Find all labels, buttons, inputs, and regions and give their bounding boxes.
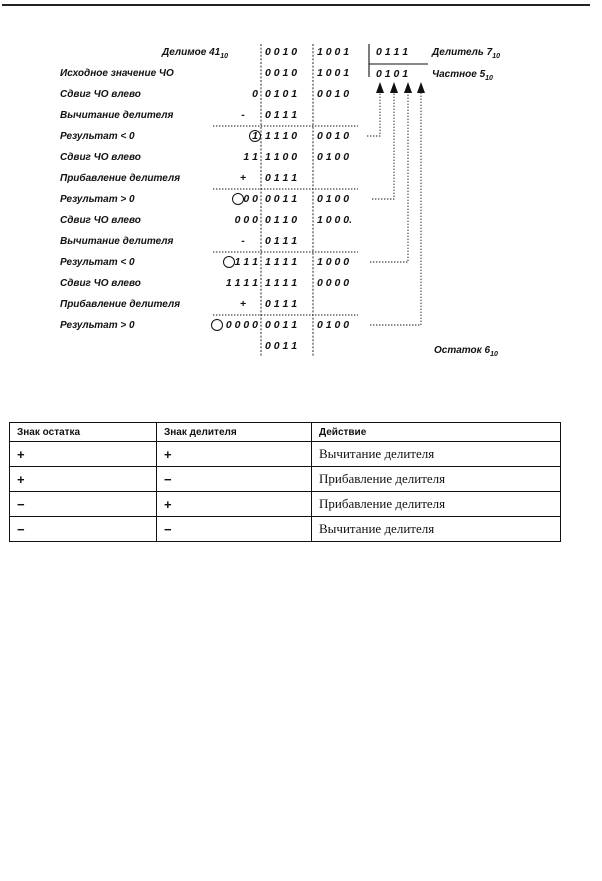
diagram-row	[60, 235, 297, 247]
result-link-1	[367, 93, 380, 136]
diagram-row	[60, 193, 349, 205]
action-cell: Прибавление делителя	[312, 492, 561, 517]
header-action: Действие	[312, 423, 561, 442]
bits-remainder: 1 1 1 1	[265, 256, 298, 268]
table-row	[10, 492, 561, 517]
divisor-sign-cell: +	[157, 442, 312, 467]
quotient-label: Частное $5_{10}$	[432, 69, 493, 82]
header-divisor-sign: Знак делителя	[157, 423, 312, 442]
bits-remainder: 0 0 1 1	[265, 340, 298, 352]
bits-remainder: 0 0 1 0	[265, 67, 298, 79]
divisor-sign-cell: +	[157, 492, 312, 517]
dividend-label: Делимое $41_{10}$	[162, 47, 228, 60]
remainder-sign-cell: +	[10, 467, 157, 492]
bits-quotient: 1 0 0 1	[317, 46, 350, 58]
bits-overflow: 0	[252, 88, 258, 100]
bits-overflow: 1 1	[243, 151, 258, 163]
sign-bit-circle	[212, 320, 223, 331]
diagram-row	[60, 256, 349, 268]
divisor-sign-cell: −	[157, 467, 312, 492]
row-label: Исходное значение ЧО	[60, 68, 174, 79]
diagram-row	[265, 46, 349, 58]
bits-remainder: 0 0 1 1	[265, 193, 298, 205]
bits-remainder: 0 1 1 1	[265, 172, 298, 184]
action-cell: Прибавление делителя	[312, 467, 561, 492]
bits-overflow: 0 0 0 0	[225, 319, 258, 331]
row-label: Вычитание делителя	[60, 236, 174, 247]
bits-quotient: 0 0 1 0	[317, 88, 350, 100]
bits-remainder: 1 1 0 0	[265, 151, 298, 163]
diagram-row	[60, 214, 352, 226]
operation-sign: -	[241, 235, 245, 247]
row-label: Сдвиг ЧО влево	[60, 278, 141, 289]
sign-bit-circle	[233, 194, 244, 205]
bits-remainder: 1 1 1 0	[265, 130, 298, 142]
result-link-3	[370, 93, 408, 262]
bits-remainder: 0 1 0 1	[265, 88, 298, 100]
diagram-row	[60, 151, 349, 163]
remainder-label: Остаток $6_{10}$	[434, 345, 498, 358]
row-label: Результат < 0	[60, 257, 135, 268]
diagram-row	[60, 109, 297, 121]
remainder-sign-cell: −	[10, 492, 157, 517]
sign-rules-table	[9, 422, 561, 542]
bits-overflow: 1 1 1 1	[225, 277, 258, 289]
restoring-division-diagram	[0, 0, 602, 380]
arrow-up-icon	[390, 82, 398, 93]
arrow-up-icon	[417, 82, 425, 93]
bits-quotient: 0 0 0 0	[317, 277, 350, 289]
divisor-bits: 0 1 1 1	[376, 46, 409, 58]
remainder-sign-cell: +	[10, 442, 157, 467]
row-label: Результат > 0	[60, 320, 135, 331]
row-label: Сдвиг ЧО влево	[60, 152, 141, 163]
bits-quotient: 0 1 0 0	[317, 193, 350, 205]
bits-overflow: 1	[252, 130, 258, 142]
diagram-row	[60, 88, 349, 100]
diagram-row	[60, 298, 297, 310]
row-label: Вычитание делителя	[60, 110, 174, 121]
header-remainder-sign: Знак остатка	[10, 423, 157, 442]
result-link-4	[370, 93, 421, 325]
bits-quotient: 0 1 0 0	[317, 151, 350, 163]
bits-remainder: 0 1 1 1	[265, 298, 298, 310]
bits-remainder: 0 1 1 0	[265, 214, 298, 226]
arrow-up-icon	[404, 82, 412, 93]
bits-remainder: 0 0 1 1	[265, 319, 298, 331]
operation-sign: -	[241, 109, 245, 121]
arrow-up-icon	[376, 82, 384, 93]
bits-remainder: 1 1 1 1	[265, 277, 298, 289]
table-row	[10, 517, 561, 542]
diagram-row	[60, 67, 349, 79]
diagram-row	[60, 277, 349, 289]
row-label: Сдвиг ЧО влево	[60, 89, 141, 100]
bits-quotient: 1 0 0 0.	[317, 214, 353, 226]
diagram-row	[60, 130, 349, 142]
row-label: Прибавление делителя	[60, 299, 181, 310]
table-header-row	[10, 423, 561, 442]
result-link-2	[372, 93, 394, 199]
diagram-rows	[60, 46, 352, 352]
sign-bit-circle	[224, 257, 235, 268]
divisor-label: Делитель $7_{10}$	[432, 47, 500, 60]
operation-sign: +	[239, 172, 247, 184]
bits-remainder: 0 1 1 1	[265, 109, 298, 121]
bits-quotient: 1 0 0 0	[317, 256, 350, 268]
bits-overflow: 0 0	[243, 193, 258, 205]
divisor-sign-cell: −	[157, 517, 312, 542]
quotient-bits: 0 1 0 1	[376, 68, 409, 80]
row-label: Прибавление делителя	[60, 173, 181, 184]
row-label: Сдвиг ЧО влево	[60, 215, 141, 226]
diagram-row	[60, 319, 349, 331]
bits-remainder: 0 0 1 0	[265, 46, 298, 58]
diagram-row	[60, 172, 297, 184]
bits-quotient: 1 0 0 1	[317, 67, 350, 79]
row-label: Результат < 0	[60, 131, 135, 142]
action-cell: Вычитание делителя	[312, 517, 561, 542]
remainder-sign-cell: −	[10, 517, 157, 542]
table-row	[10, 467, 561, 492]
bits-remainder: 0 1 1 1	[265, 235, 298, 247]
bits-overflow: 1 1 1	[234, 256, 258, 268]
bits-quotient: 0 0 1 0	[317, 130, 350, 142]
table-row	[10, 442, 561, 467]
action-cell: Вычитание делителя	[312, 442, 561, 467]
bits-overflow: 0 0 0	[234, 214, 258, 226]
diagram-row	[265, 340, 297, 352]
operation-sign: +	[239, 298, 247, 310]
row-label: Результат > 0	[60, 194, 135, 205]
bits-quotient: 0 1 0 0	[317, 319, 350, 331]
